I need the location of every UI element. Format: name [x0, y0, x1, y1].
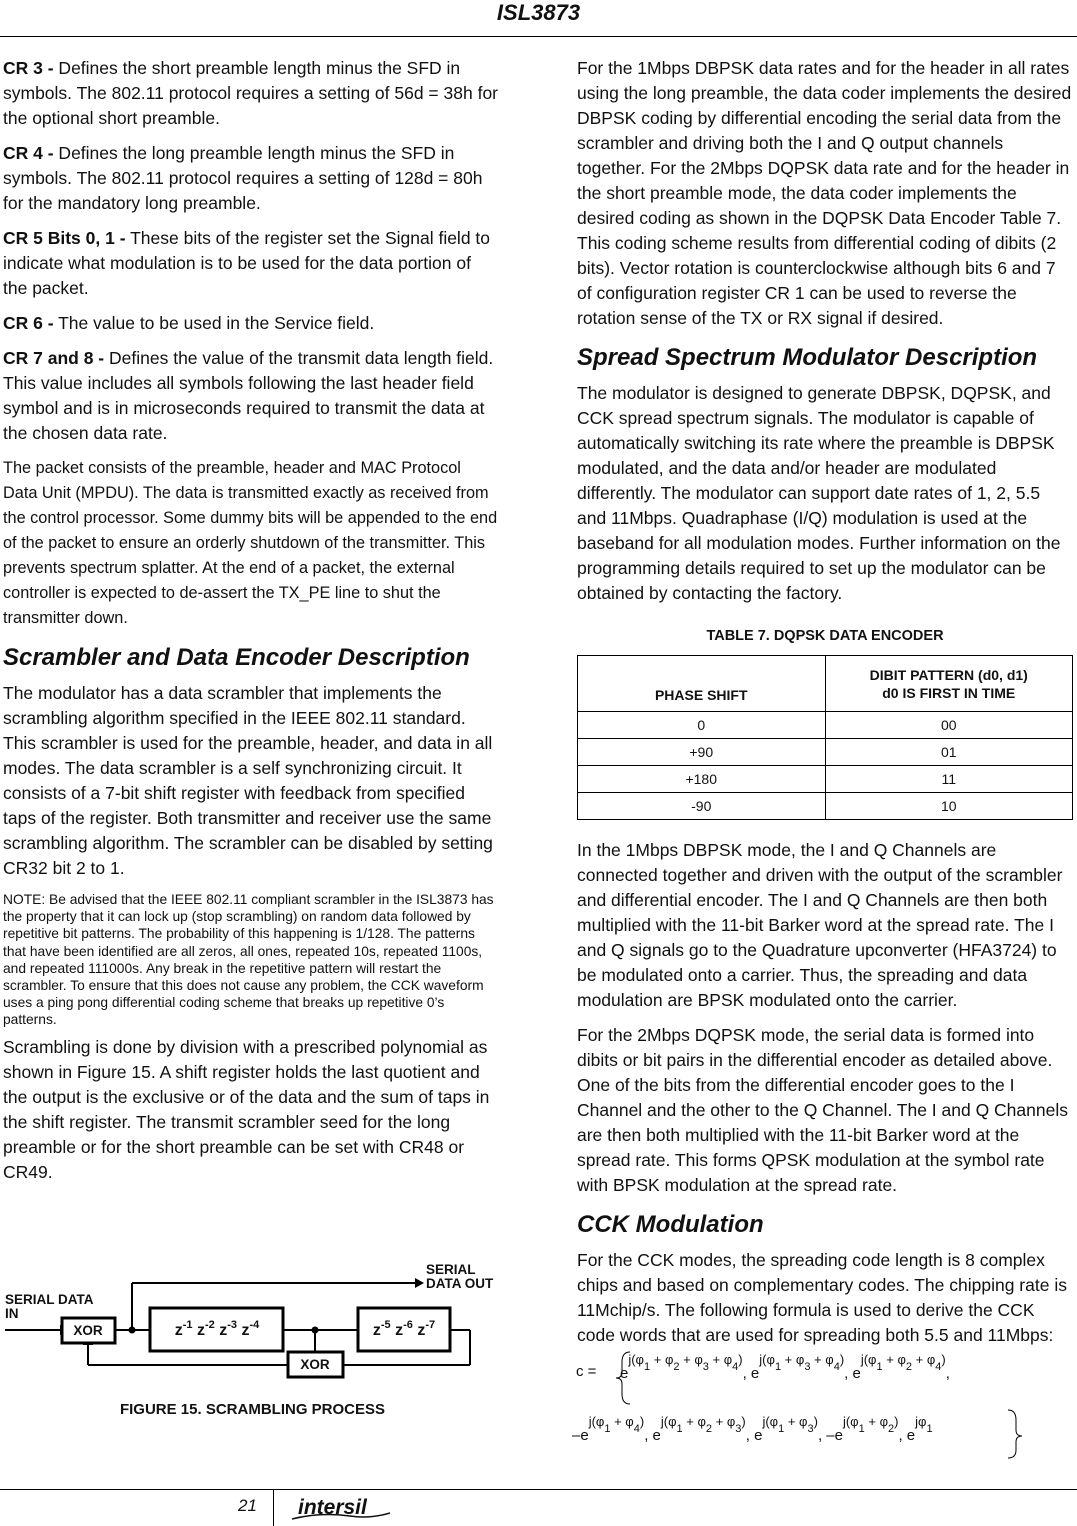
cr78-text: Defines the value of the transmit data length field. This value includes all symbols following the last header field symbol and is in microseconds required to transmit the data at the chosen data rate.	[3, 348, 494, 443]
figure-15-caption: FIGURE 15. SCRAMBLING PROCESS	[119, 1401, 386, 1418]
cr5-paragraph	[3, 226, 499, 301]
cck-formula	[560, 1344, 1075, 1459]
cr5-label: CR 5 Bits 0, 1 -	[3, 228, 126, 248]
formula-term-1: $ej(\varphi_1 + \varphi_2 + \varphi_3 + \varphi_4)$, $ej(\varphi_1 + \varphi_3 + \varphi_4)$, $ej(\varphi_1 + \varphi_2 + \varphi_4)$,	[620, 1352, 950, 1382]
cck-paragraph: For the CCK modes, the spreading code length is 8 complex chips and based on complementary codes. The chipping rate is 11Mchip/s. The following formula is used to derive the CCK code words that are used for spreading both 5.5 and 11Mbps:	[577, 1250, 1067, 1345]
output-junction-dot	[129, 1327, 136, 1334]
note-paragraph: NOTE: Be advised that the IEEE 802.11 compliant scrambler in the ISL3873 has the property that it can lock up (stop scrambling) on random data followed by repetitive bit patterns. The probability of this happening is 1/128. The patterns that have been identified are all zeros, all ones, repeated 10s, repeated 1100s, and repeated 111000s. Any break in the repetitive pattern will restart the scrambler. To ensure that this does not cause any problem, the CCK waveform uses a ping pong differential coding scheme that breaks up repetitive 0’s patterns.	[3, 892, 494, 1028]
header-rule	[0, 36, 1077, 37]
formula-term-2: $-ej(\varphi_1 + \varphi_4)$, $ej(\varphi_1 + \varphi_2 + \varphi_3)$, $ej(\varphi_1 + \varphi_3)$, $-ej(\varphi_1 + \varphi_2)$, ejφ$_1$	[572, 1414, 933, 1444]
cr4-text: Defines the long preamble length minus the SFD in symbols. The 802.11 protocol requires a setting of 128d = 80h for the mandatory long preamble.	[3, 143, 483, 213]
formula-c-equals: c =	[576, 1363, 597, 1380]
intersil-logo	[290, 1492, 400, 1522]
dbpsk-paragraph: For the 1Mbps DBPSK data rates and for the header in all rates using the long preamble, the data coder implements the desired DBPSK coding by differential encoding the serial data from the scrambler and driving both the I and Q output channels together. For the 2Mbps DQPSK data rate and for the header in the short preamble mode, the data coder implements the desired coding as shown in the DQPSK Data Encoder Table 7. This coding scheme results from differential coding of dibits (2 bits). Vector rotation is counterclockwise although bits 6 and 7 of configuration register CR 1 can be used to reverse the rotation sense of the TX or RX signal if desired.	[577, 58, 1072, 328]
dibit-cell: 11	[825, 766, 1073, 793]
cr3-label: CR 3 -	[3, 58, 54, 78]
phase-cell: +90	[578, 739, 826, 766]
phase-cell: 0	[578, 712, 826, 739]
dqpsk-encoder-table	[577, 655, 1073, 820]
cr78-label: CR 7 and 8 -	[3, 348, 105, 368]
mode2-paragraph: For the 2Mbps DQPSK mode, the serial data is formed into dibits or bit pairs in the differential encoder as detailed above. One of the bits from the differential encoder goes to the I Channel and the other to the Q Channel. The I and Q Channels are then both multiplied with the 11-bit Barker word at the spread rate. This forms QPSK modulation at the symbol rate with BPSK modulation at the spread rate.	[577, 1025, 1068, 1195]
scrambling-paragraph: Scrambling is done by division with a prescribed polynomial as shown in Figure 15. A shift register holds the last quotient and the output is the exclusive or of the data and the sum of taps in the shift register. The transmit scrambler seed for the long preamble or for the short preamble can be set with CR48 or CR49.	[3, 1036, 490, 1182]
table-row	[578, 739, 1073, 766]
logo-text: intersil	[298, 1496, 367, 1519]
tap-junction-dot	[312, 1327, 319, 1334]
table-row	[578, 793, 1073, 820]
table-header-dibit	[825, 656, 1073, 712]
serial-in-label-line2: IN	[5, 1306, 19, 1321]
right-column	[577, 56, 1073, 1358]
heading-cck: CCK Modulation	[577, 1211, 764, 1238]
output-arrow	[415, 1278, 424, 1288]
cr3-text: Defines the short preamble length minus the SFD in symbols. The 802.11 protocol requires a setting of 56d = 38h for the optional short preamble.	[3, 58, 498, 128]
scrambling-diagram	[0, 1262, 505, 1392]
serial-in-label-line1: SERIAL DATA	[5, 1292, 94, 1307]
xor-input-label: XOR	[73, 1323, 103, 1338]
scrambler-paragraph: The modulator has a data scrambler that implements the scrambling algorithm specified in the IEEE 802.11 standard. This scrambler is used for the preamble, header, and data in all modes. The data scrambler is a self synchronizing circuit. It consists of a 7-bit shift register with feedback from specified taps of the register. Both transmitter and receiver use the same scrambling algorithm. The scrambler can be disabled by setting CR32 bit 2 to 1.	[3, 683, 493, 878]
table-7-caption: TABLE 7. DQPSK DATA ENCODER	[706, 628, 944, 644]
heading-spread-spectrum: Spread Spectrum Modulator Description	[577, 344, 1038, 371]
page-number: 21	[238, 1496, 257, 1515]
xor-feedback-label: XOR	[300, 1357, 330, 1372]
dibit-cell: 01	[825, 739, 1073, 766]
cr4-paragraph	[3, 141, 499, 216]
cr3-paragraph	[3, 56, 499, 131]
serial-out-label-line1: SERIAL	[426, 1262, 476, 1277]
cr78-paragraph	[3, 346, 499, 446]
dibit-header-line1: DIBIT PATTERN (d0, d1)	[869, 666, 1028, 683]
heading-scrambler: Scrambler and Data Encoder Description	[3, 644, 470, 671]
dibit-cell: 00	[825, 712, 1073, 739]
cr5-text: These bits of the register set the Signal field to indicate what modulation is to be used for the data portion of the packet.	[3, 228, 491, 298]
phase-cell: +180	[578, 766, 826, 793]
cr6-text: The value to be used in the Service field.	[53, 313, 375, 333]
dibit-cell: 10	[825, 793, 1073, 820]
footer-rule	[0, 1489, 1077, 1490]
left-column	[3, 56, 499, 1195]
spread-paragraph: The modulator is designed to generate DBPSK, DQPSK, and CCK spread spectrum signals. The modulator is capable of automatically switching its rate where the preamble is DBPSK modulated, and the data and/or header are modulated differently. The modulator can support date rates of 1, 2, 5.5 and 11Mbps. Quadraphase (I/Q) modulation is used at the baseband for all modulation modes. Further information on the programming details required to set up the modulator can be obtained by contacting the factory.	[577, 383, 1061, 603]
footer-separator	[273, 1490, 274, 1526]
table-header-phase: PHASE SHIFT	[578, 656, 826, 712]
dibit-header-line2: d0 IS FIRST IN TIME	[882, 684, 1016, 701]
table-row	[578, 766, 1073, 793]
register-taps-5-7: $z^{-5}$ $z^{-6}$ $z^{-7}$	[372, 1319, 436, 1339]
cr4-label: CR 4 -	[3, 143, 54, 163]
cr6-label: CR 6 -	[3, 313, 54, 333]
serial-out-label-line2: DATA OUT	[426, 1276, 494, 1291]
phase-cell: -90	[578, 793, 826, 820]
register-taps-1-4: $z^{-1}$ $z^{-2}$ $z^{-3}$ $z^{-4}$	[174, 1319, 260, 1339]
page-header-title: ISL3873	[496, 0, 581, 25]
packet-paragraph: The packet consists of the preamble, header and MAC Protocol Data Unit (MPDU). The data is transmitted exactly as received from the control processor. Some dummy bits will be appended to the end of the packet to ensure an orderly shutdown of the transmitter. This prevents spectrum splatter. At the end of a packet, the external controller is expected to de-assert the TX_PE line to shut the transmitter down.	[3, 459, 498, 627]
formula-right-brace	[1008, 1410, 1022, 1458]
cr6-paragraph	[3, 311, 499, 336]
mode1-paragraph: In the 1Mbps DBPSK mode, the I and Q Channels are connected together and driven with the output of the scrambler and differential encoder. The I and Q Channels are then both multiplied with the 11-bit Barker word at the spread rate. The I and Q signals go to the Quadrature upconverter (HFA3724) to be modulated onto a carrier. Thus, the spreading and data modulation are BPSK modulated onto the carrier.	[577, 840, 1063, 1010]
table-row	[578, 712, 1073, 739]
